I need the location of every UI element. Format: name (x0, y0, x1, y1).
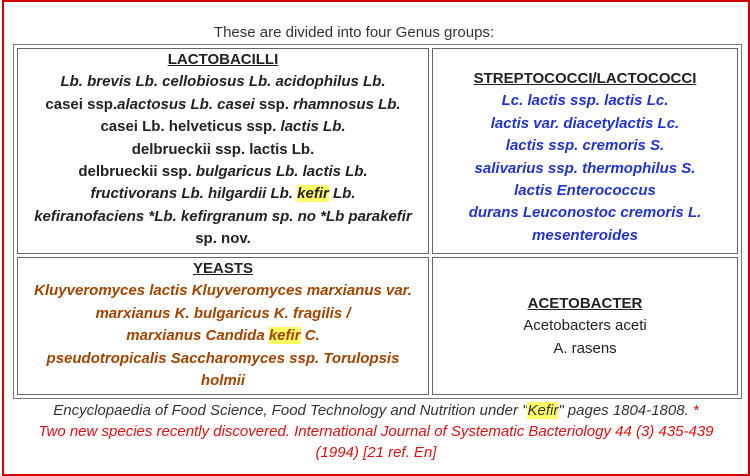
strep-line: lactis var. diacetylactis Lc. (490, 114, 680, 132)
yeast-line-5: holmii (200, 372, 246, 390)
genus-table (13, 44, 742, 399)
strep-line: Lc. lactis ssp. lactis Lc. (501, 92, 669, 110)
reference-line: Encyclopaedia of Food Science, Food Technology and Nutrition under "Kefir" pages 1804-1808. * (53, 402, 699, 419)
asterisk-note-marker: * (688, 402, 699, 419)
new-species-note-citation: (1994) [21 ref. En] (315, 444, 437, 461)
new-species-note: Two new species recently discovered. International Journal of Systematic Bacteriology 44 (3) 435-439 (38, 423, 714, 440)
yeasts-cell (17, 257, 429, 395)
footer-reference (4, 400, 748, 463)
strep-line: lactis Enterococcus (514, 182, 656, 200)
kefir-highlight: Kefir (527, 402, 559, 419)
yeast-line-2: marxianus K. bulgaricus K. fragilis / (95, 304, 351, 322)
aceto-line-2: A. rasens (553, 339, 617, 357)
streptococci-list (433, 90, 737, 247)
lacto-line-8: sp. nov. (195, 230, 251, 248)
kefir-highlight: kefir (297, 185, 329, 203)
acetobacter-heading: ACETOBACTER (527, 295, 643, 312)
yeast-line-4: pseudotropicalis Saccharomyces ssp. Torulopsis (46, 349, 400, 367)
strep-line: lactis ssp. cremoris S. (505, 137, 665, 155)
lacto-line-1: Lb. brevis Lb. cellobiosus Lb. acidophilus Lb. (60, 73, 386, 91)
strep-line: mesenteroides (532, 226, 638, 244)
yeasts-list (18, 280, 428, 392)
lacto-line-6: fructivorans Lb. hilgardii Lb. kefir Lb. (90, 185, 356, 203)
lacto-line-7: kefiranofaciens *Lb. kefirgranum sp. no *Lb parakefir (34, 207, 412, 225)
strep-line: durans Leuconostoc cremoris L. (468, 204, 702, 222)
yeast-line-1: Kluyveromyces lactis Kluyveromyces marxianus var. (34, 282, 412, 300)
yeasts-heading: YEASTS (192, 260, 253, 277)
aceto-line-1: Acetobacters aceti (523, 317, 647, 335)
streptococci-heading: STREPTOCOCCI/LACTOCOCCI (473, 70, 697, 87)
lacto-line-3: casei Lb. helveticus ssp. lactis Lb. (100, 118, 346, 136)
lactobacilli-heading: LACTOBACILLI (167, 51, 279, 68)
lacto-line-4: delbrueckii ssp. lactis Lb. (131, 140, 315, 158)
acetobacter-cell (432, 257, 738, 395)
acetobacter-list (433, 315, 737, 360)
kefir-highlight: kefir (268, 327, 301, 345)
lactobacilli-list (18, 71, 428, 250)
streptococci-cell (432, 48, 738, 254)
lactobacilli-cell (17, 48, 429, 254)
lacto-line-5: delbrueckii ssp. bulgaricus Lb. lactis Lb. (78, 163, 368, 181)
lacto-line-2: casei ssp.alactosus Lb. casei ssp. rhamnosus Lb. (45, 95, 401, 113)
content-frame (2, 0, 750, 476)
strep-line: salivarius ssp. thermophilus S. (474, 159, 696, 177)
yeast-line-3: marxianus Candida kefir C. (126, 327, 320, 345)
intro-text: These are divided into four Genus groups: (213, 24, 495, 41)
